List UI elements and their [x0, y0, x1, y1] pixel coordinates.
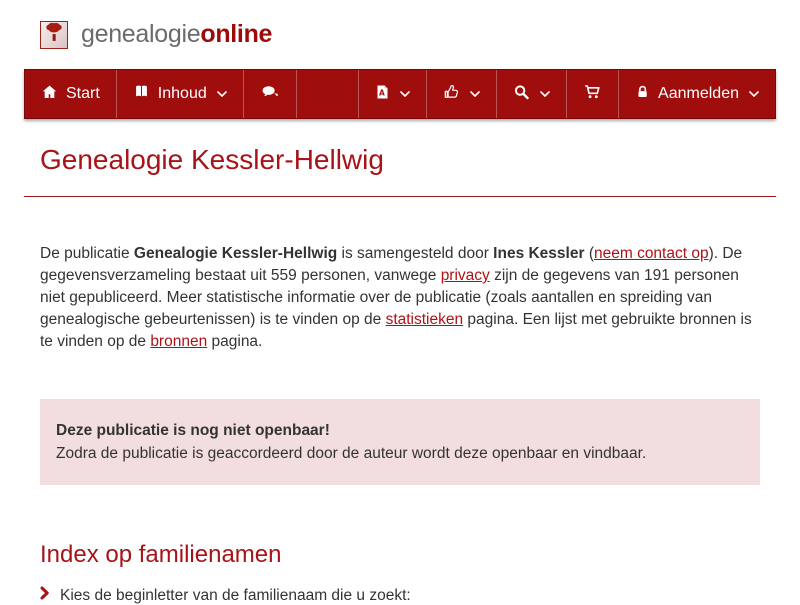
- nav-item-aanmelden[interactable]: [618, 70, 775, 118]
- nav-item-inhoud[interactable]: [117, 70, 244, 118]
- comments-icon: [260, 84, 280, 105]
- main-content: [24, 144, 776, 605]
- intro-text: pagina. Een lijst met gebruikte bronnen is te vinden op de: [40, 311, 752, 350]
- intro-text: is samengesteld door: [337, 245, 494, 262]
- chevron-down-icon: [398, 85, 410, 103]
- intro-text: zijn de gegevens van 191 personen niet gepubliceerd. Meer statistische informatie over de publicatie (zoals aantallen en spreiding van genealogische gebeurtenissen) is te vinden op de: [40, 267, 739, 328]
- search-icon: [513, 84, 530, 105]
- chevron-down-icon: [468, 85, 480, 103]
- nav-item-rating[interactable]: [426, 70, 496, 118]
- chevron-down-icon: [538, 85, 550, 103]
- home-icon: [41, 84, 58, 105]
- index-section-heading: Index op familienamen: [40, 541, 282, 568]
- language-icon: [375, 84, 390, 105]
- site-logo[interactable]: [40, 21, 68, 49]
- publication-name: Genealogie Kessler-Hellwig: [133, 245, 338, 262]
- nav-item-reacties[interactable]: [244, 70, 297, 118]
- intro-text: (: [584, 245, 594, 262]
- cart-icon: [583, 84, 602, 105]
- intro-text: De publicatie: [40, 245, 134, 262]
- intro-paragraph: [40, 243, 760, 353]
- nav-item-cart[interactable]: [566, 70, 618, 118]
- brand-text-gray: genealogie: [81, 20, 201, 48]
- index-prompt-text: Kies de beginletter van de familienaam die u zoekt:: [60, 586, 411, 604]
- tree-icon: [43, 21, 65, 48]
- book-icon: [133, 84, 150, 105]
- privacy-link[interactable]: privacy: [440, 267, 490, 284]
- alert-title: Deze publicatie is nog niet openbaar!: [56, 422, 330, 439]
- thumbs-up-icon: [443, 84, 460, 105]
- lock-icon: [635, 84, 650, 105]
- intro-text: ). De gegevensverzameling bestaat uit 559 personen, vanwege: [40, 245, 743, 284]
- nav-item-search[interactable]: [496, 70, 566, 118]
- index-prompt-row: [40, 586, 760, 605]
- author-name: Ines Kessler: [493, 245, 585, 262]
- main-navbar: [24, 69, 776, 119]
- nav-label-inhoud: Inhoud: [157, 85, 207, 102]
- navbar-spacer: [297, 70, 358, 118]
- page-title: Genealogie Kessler-Hellwig: [40, 144, 384, 175]
- site-header: [0, 0, 800, 49]
- chevron-down-icon: [747, 85, 759, 103]
- nav-label-aanmelden: Aanmelden: [658, 85, 739, 102]
- nav-item-start[interactable]: [25, 70, 117, 118]
- brand-wordmark[interactable]: [81, 20, 272, 49]
- alert-body: Zodra de publicatie is geaccordeerd door de auteur wordt deze openbaar en vindbaar.: [56, 445, 647, 462]
- brand-text-red: online: [200, 20, 273, 48]
- not-public-alert: [40, 399, 760, 485]
- nav-label-start: Start: [66, 85, 100, 102]
- chevron-right-icon: [40, 586, 51, 605]
- title-divider: [24, 196, 776, 197]
- chevron-down-icon: [215, 85, 227, 103]
- nav-item-language[interactable]: [358, 70, 426, 118]
- svg-text:A: A: [379, 88, 385, 97]
- statistieken-link[interactable]: statistieken: [385, 311, 464, 328]
- bronnen-link[interactable]: bronnen: [150, 333, 208, 350]
- contact-link[interactable]: neem contact op: [593, 245, 709, 262]
- intro-text: pagina.: [207, 333, 263, 350]
